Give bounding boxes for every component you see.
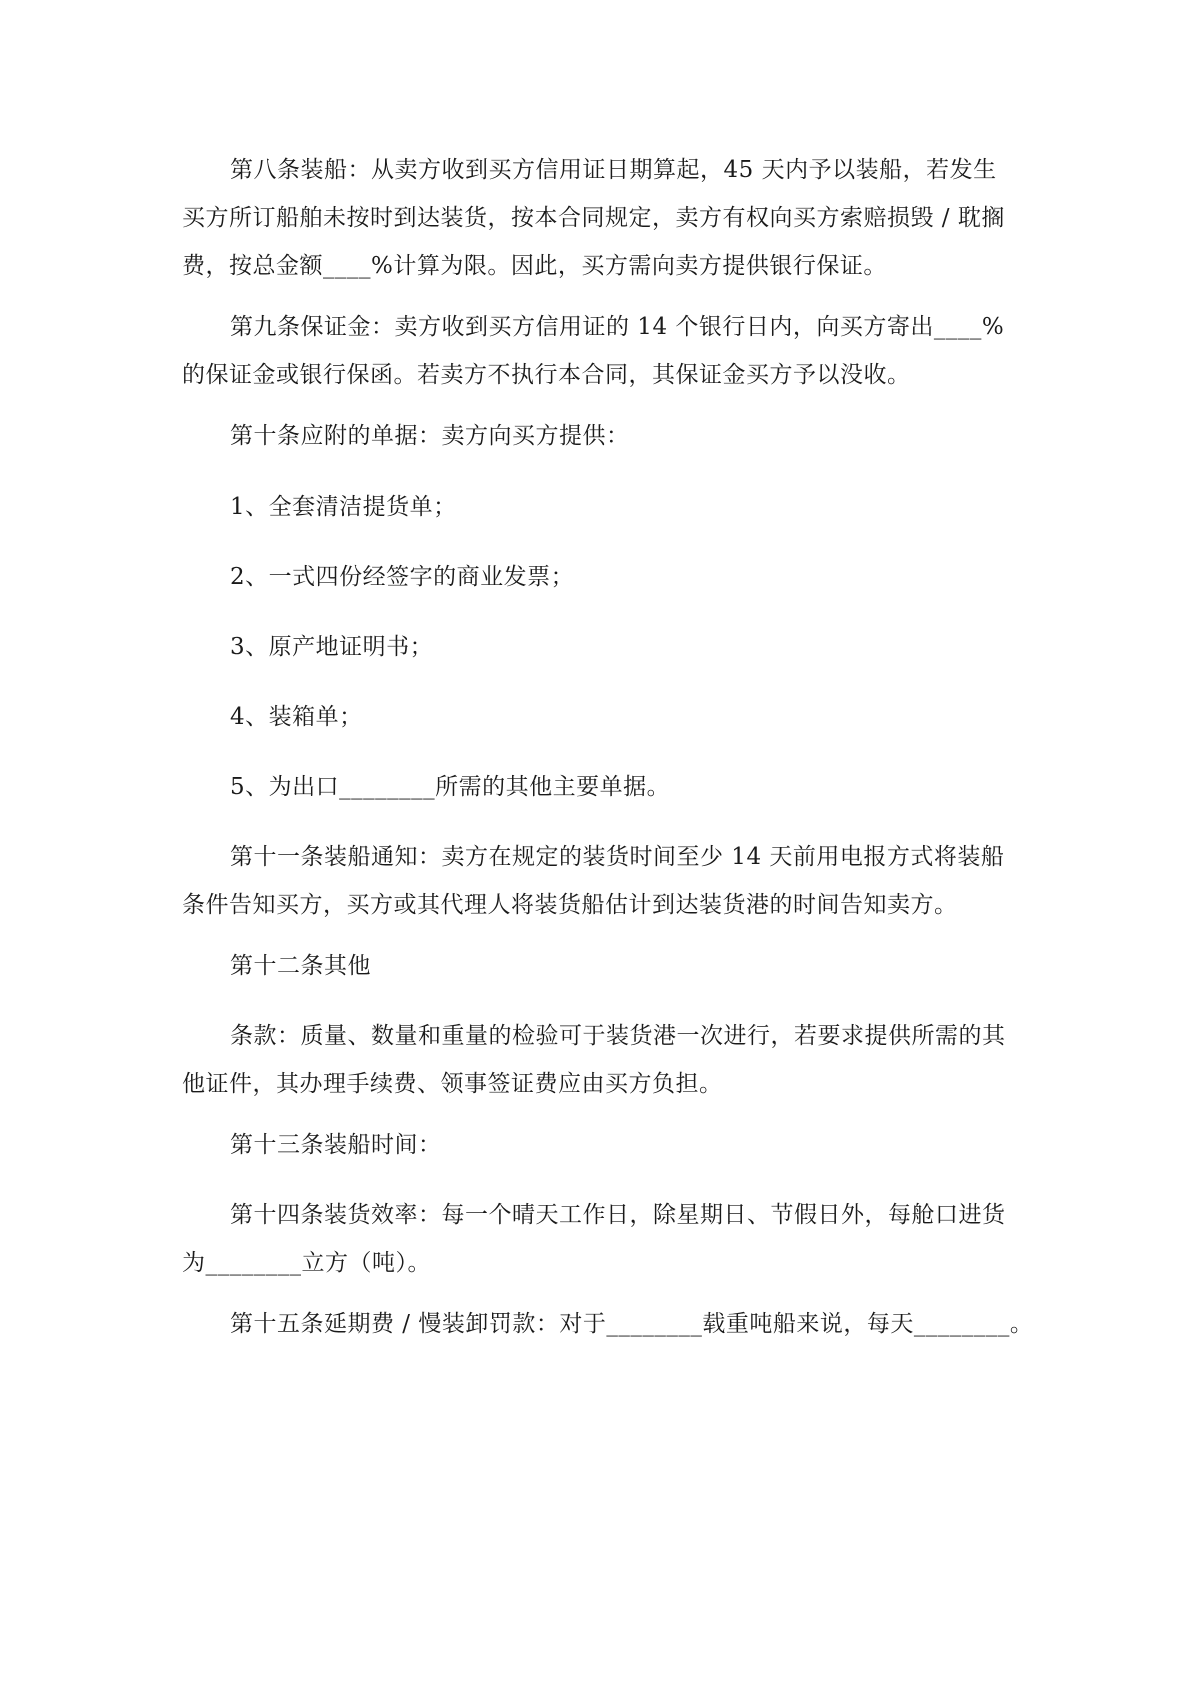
document-item-3-text: 3、原产地证明书； bbox=[230, 634, 434, 660]
article-8-line-1: 第八条装船：从卖方收到买方信用证日期算起，45 天内予以装船，若发生 bbox=[230, 157, 997, 183]
document-item-5-text: 5、为出口________所需的其他主要单据。 bbox=[230, 774, 671, 800]
article-10-item-3 bbox=[182, 623, 1012, 671]
article-15-line-1: 第十五条延期费 / 慢装卸罚款：对于________载重吨船来说，每天________。 bbox=[230, 1311, 1034, 1337]
document-item-2-text: 2、一式四份经签字的商业发票； bbox=[230, 564, 575, 590]
article-11-line-2: 条件告知买方，买方或其代理人将装货船估计到达装货港的时间告知卖方。 bbox=[182, 892, 958, 918]
article-10-heading bbox=[182, 412, 1012, 460]
article-13-heading-text: 第十三条装船时间： bbox=[230, 1132, 442, 1158]
article-9-line-2: 的保证金或银行保函。若卖方不执行本合同，其保证金买方予以没收。 bbox=[182, 362, 911, 388]
article-12-line-2: 他证件，其办理手续费、领事签证费应由买方负担。 bbox=[182, 1071, 723, 1097]
article-9-line-1: 第九条保证金：卖方收到买方信用证的 14 个银行日内，向买方寄出____% bbox=[230, 314, 1005, 340]
article-12-line-1: 条款：质量、数量和重量的检验可于装货港一次进行，若要求提供所需的其 bbox=[230, 1023, 1006, 1049]
article-10-item-2 bbox=[182, 553, 1012, 601]
article-14-line-2: 为________立方（吨）。 bbox=[182, 1250, 431, 1276]
article-11-paragraph bbox=[182, 833, 1012, 929]
document-item-4-text: 4、装箱单； bbox=[230, 704, 363, 730]
article-12-heading-text: 第十二条其他 bbox=[230, 953, 371, 979]
article-10-item-1 bbox=[182, 483, 1012, 531]
article-10-item-5 bbox=[182, 763, 1012, 811]
article-8-line-3: 费，按总金额____%计算为限。因此，买方需向卖方提供银行保证。 bbox=[182, 253, 887, 279]
article-10-item-4 bbox=[182, 693, 1012, 741]
article-15-paragraph bbox=[182, 1300, 1034, 1348]
article-14-paragraph bbox=[182, 1191, 1012, 1287]
article-12-paragraph bbox=[182, 1012, 1012, 1108]
article-11-line-1: 第十一条装船通知：卖方在规定的装货时间至少 14 天前用电报方式将装船 bbox=[230, 844, 1005, 870]
article-12-heading bbox=[182, 942, 1012, 990]
article-8-line-2: 买方所订船舶未按时到达装货，按本合同规定，卖方有权向买方索赔损毁 / 耽搁 bbox=[182, 205, 1005, 231]
article-10-heading-text: 第十条应附的单据：卖方向买方提供： bbox=[230, 423, 630, 449]
article-14-line-1: 第十四条装货效率：每一个晴天工作日，除星期日、节假日外，每舱口进货 bbox=[230, 1202, 1006, 1228]
document-item-1-text: 1、全套清洁提货单； bbox=[230, 494, 457, 520]
article-9-paragraph bbox=[182, 303, 1012, 399]
article-8-paragraph bbox=[182, 146, 1012, 290]
article-13-heading bbox=[182, 1121, 1012, 1169]
